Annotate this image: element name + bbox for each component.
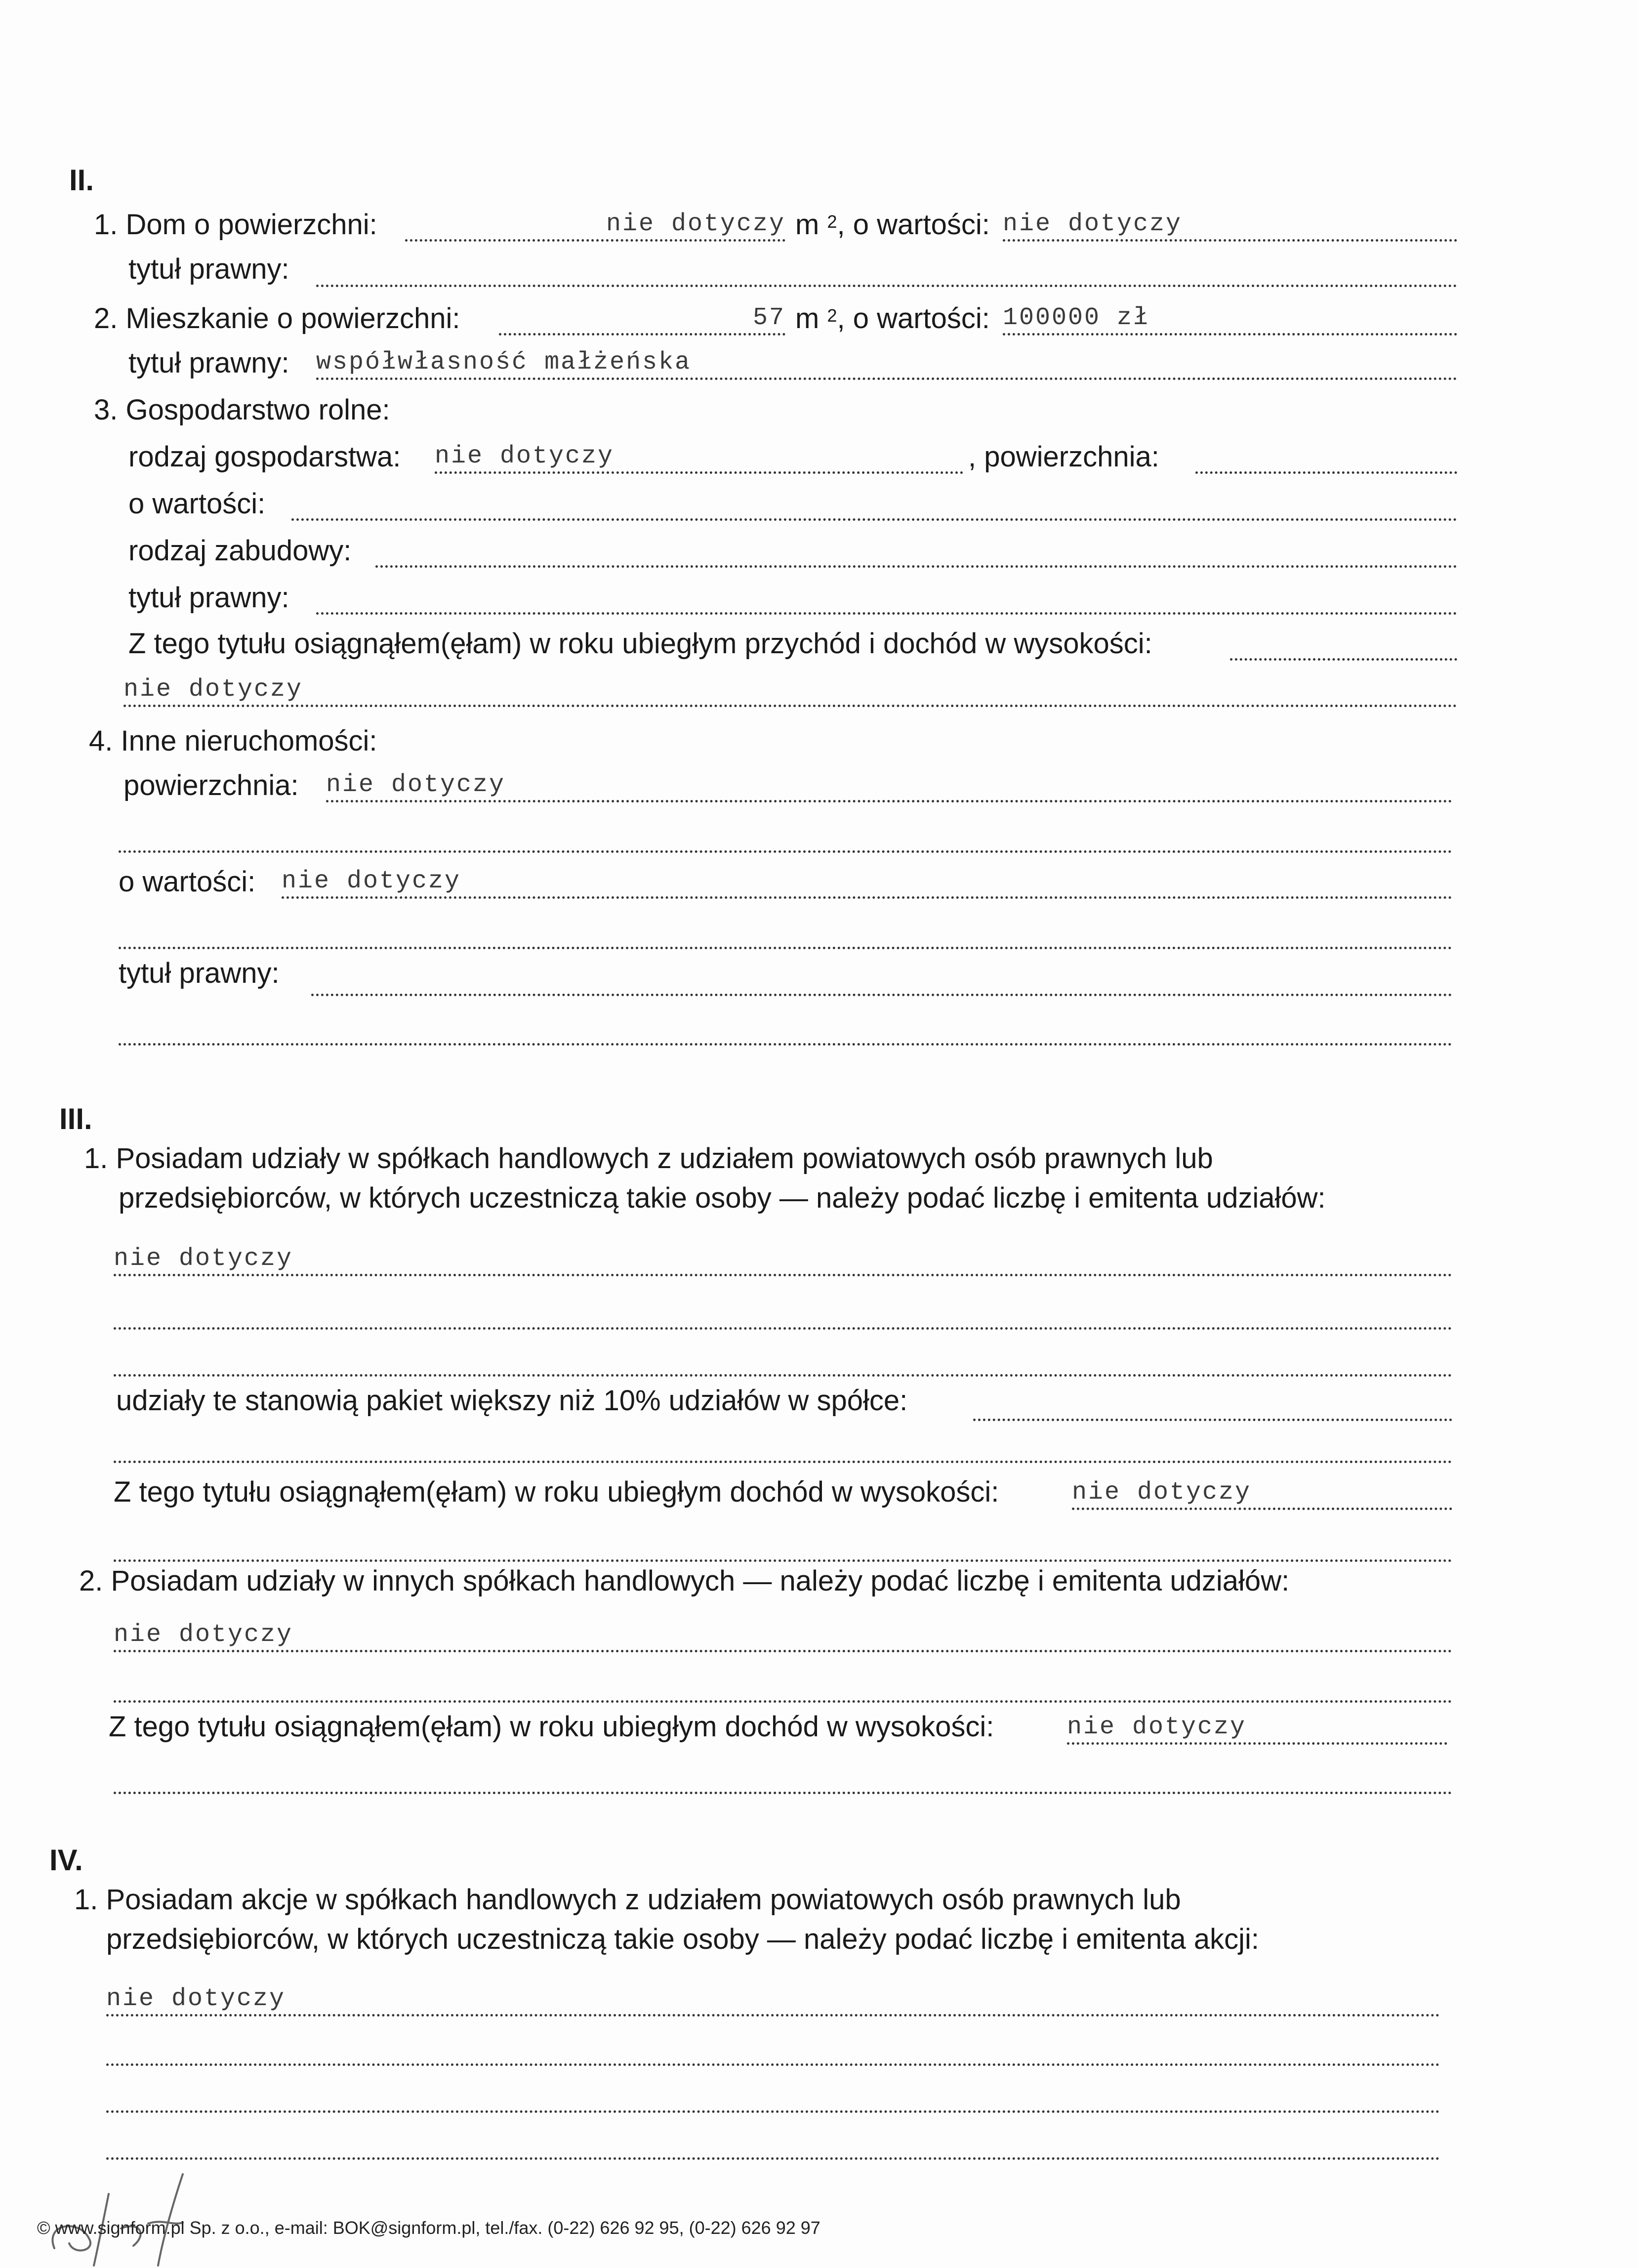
house-value-field[interactable]: nie dotyczy xyxy=(1003,211,1457,242)
flat-unit-exponent: 2 xyxy=(827,305,837,326)
footer-copyright: © www.signform.pl Sp. z o.o., e-mail: BOK@signform.pl, tel./fax. (0-22) 626 92 95, (0-22) 626 92 97 xyxy=(37,2218,820,2238)
shares-income-extra-field[interactable] xyxy=(114,1532,1452,1562)
house-unit: m $^2$, o wartości: xyxy=(795,209,990,241)
farm-type-field[interactable]: nie dotyczy xyxy=(435,444,963,474)
farm-income-field[interactable]: nie dotyczy xyxy=(123,677,1457,707)
flat-unit: m $^2$, o wartości: xyxy=(795,302,990,335)
shares-answer-extra-field-1[interactable] xyxy=(114,1300,1452,1330)
other-shares-income-label: Z tego tytułu osiągnąłem(ęłam) w roku ubiegłym dochód w wysokości: xyxy=(109,1711,994,1743)
other-area-label: powierzchnia: xyxy=(123,769,299,801)
other-shares-income-extra-field[interactable] xyxy=(114,1764,1452,1794)
house-title-label: tytuł prawny: xyxy=(128,253,289,285)
stocks-statement-line2: przedsiębiorców, w których uczestniczą takie osoby — należy podać liczbę i emitenta akcji: xyxy=(106,1923,1259,1955)
other-value-label: o wartości: xyxy=(119,866,256,898)
other-title-extra-field[interactable] xyxy=(119,1015,1452,1046)
farm-title-field[interactable] xyxy=(316,585,1457,615)
other-title-label: tytuł prawny: xyxy=(119,957,280,989)
other-property-label: 4. Inne nieruchomości: xyxy=(89,725,377,757)
stocks-statement-line1: 1. Posiadam akcje w spółkach handlowych z udziałem powiatowych osób prawnych lub xyxy=(74,1884,1181,1916)
other-title-field[interactable] xyxy=(311,966,1452,996)
other-area-extra-field[interactable] xyxy=(119,823,1452,853)
other-value-field[interactable]: nie dotyczy xyxy=(282,869,1452,899)
shares-statement-line1: 1. Posiadam udziały w spółkach handlowych z udziałem powiatowych osób prawnych lub xyxy=(84,1142,1213,1175)
house-value-label: , o wartości: xyxy=(837,209,990,241)
farm-buildings-field[interactable] xyxy=(375,538,1457,568)
shares-income-label: Z tego tytułu osiągnąłem(ęłam) w roku ubiegłym dochód w wysokości: xyxy=(114,1476,999,1508)
other-shares-statement: 2. Posiadam udziały w innych spółkach handlowych — należy podać liczbę i emitenta udziałów: xyxy=(79,1565,1290,1597)
flat-title-label: tytuł prawny: xyxy=(128,347,289,379)
flat-area-label: 2. Mieszkanie o powierzchni: xyxy=(94,302,460,335)
farm-value-field[interactable] xyxy=(291,491,1457,521)
other-shares-income-field[interactable]: nie dotyczy xyxy=(1067,1715,1447,1745)
handwritten-initials xyxy=(35,2164,242,2268)
stocks-answer-extra-field-3[interactable] xyxy=(106,2130,1440,2160)
stocks-answer-extra-field-1[interactable] xyxy=(106,2036,1440,2066)
flat-title-field[interactable]: współwłasność małżeńska xyxy=(316,350,1457,380)
flat-value-field[interactable]: 100000 zł xyxy=(1003,305,1457,336)
other-shares-answer-field[interactable]: nie dotyczy xyxy=(114,1622,1452,1652)
farm-area-label: , powierzchnia: xyxy=(968,441,1159,473)
farm-type-label: rodzaj gospodarstwa: xyxy=(128,441,401,473)
section-2-heading: II. xyxy=(69,164,94,197)
stake-field[interactable] xyxy=(973,1391,1452,1421)
house-unit-exponent: 2 xyxy=(827,211,837,232)
shares-statement-line2: przedsiębiorców, w których uczestniczą takie osoby — należy podać liczbę i emitenta udziałów: xyxy=(119,1182,1326,1214)
stake-extra-field[interactable] xyxy=(114,1433,1452,1463)
farm-income-label: Z tego tytułu osiągnąłem(ęłam) w roku ubiegłym przychód i dochód w wysokości: xyxy=(128,628,1152,660)
other-area-field[interactable]: nie dotyczy xyxy=(326,772,1452,802)
house-title-field[interactable] xyxy=(316,257,1457,287)
stocks-answer-field[interactable]: nie dotyczy xyxy=(106,1986,1440,2016)
stake-label: udziały te stanowią pakiet większy niż 10% udziałów w spółce: xyxy=(116,1385,908,1417)
farm-income-extra-field[interactable] xyxy=(1230,630,1457,661)
farm-title-label: tytuł prawny: xyxy=(128,582,289,614)
section-3-heading: III. xyxy=(59,1102,92,1135)
other-shares-answer-extra-field[interactable] xyxy=(114,1673,1452,1703)
other-value-extra-field[interactable] xyxy=(119,919,1452,949)
shares-income-field[interactable]: nie dotyczy xyxy=(1072,1480,1452,1510)
farm-area-field[interactable] xyxy=(1195,444,1457,474)
farm-buildings-label: rodzaj zabudowy: xyxy=(128,535,352,567)
stocks-answer-extra-field-2[interactable] xyxy=(106,2083,1440,2113)
flat-area-field[interactable]: 57 xyxy=(499,305,785,336)
house-area-field[interactable]: nie dotyczy xyxy=(405,211,785,242)
house-area-label: 1. Dom o powierzchni: xyxy=(94,209,377,241)
shares-answer-field[interactable]: nie dotyczy xyxy=(114,1246,1452,1276)
farm-label: 3. Gospodarstwo rolne: xyxy=(94,394,390,426)
farm-value-label: o wartości: xyxy=(128,488,266,520)
section-4-heading: IV. xyxy=(49,1844,83,1877)
shares-answer-extra-field-2[interactable] xyxy=(114,1346,1452,1377)
flat-value-label: , o wartości: xyxy=(837,302,990,335)
